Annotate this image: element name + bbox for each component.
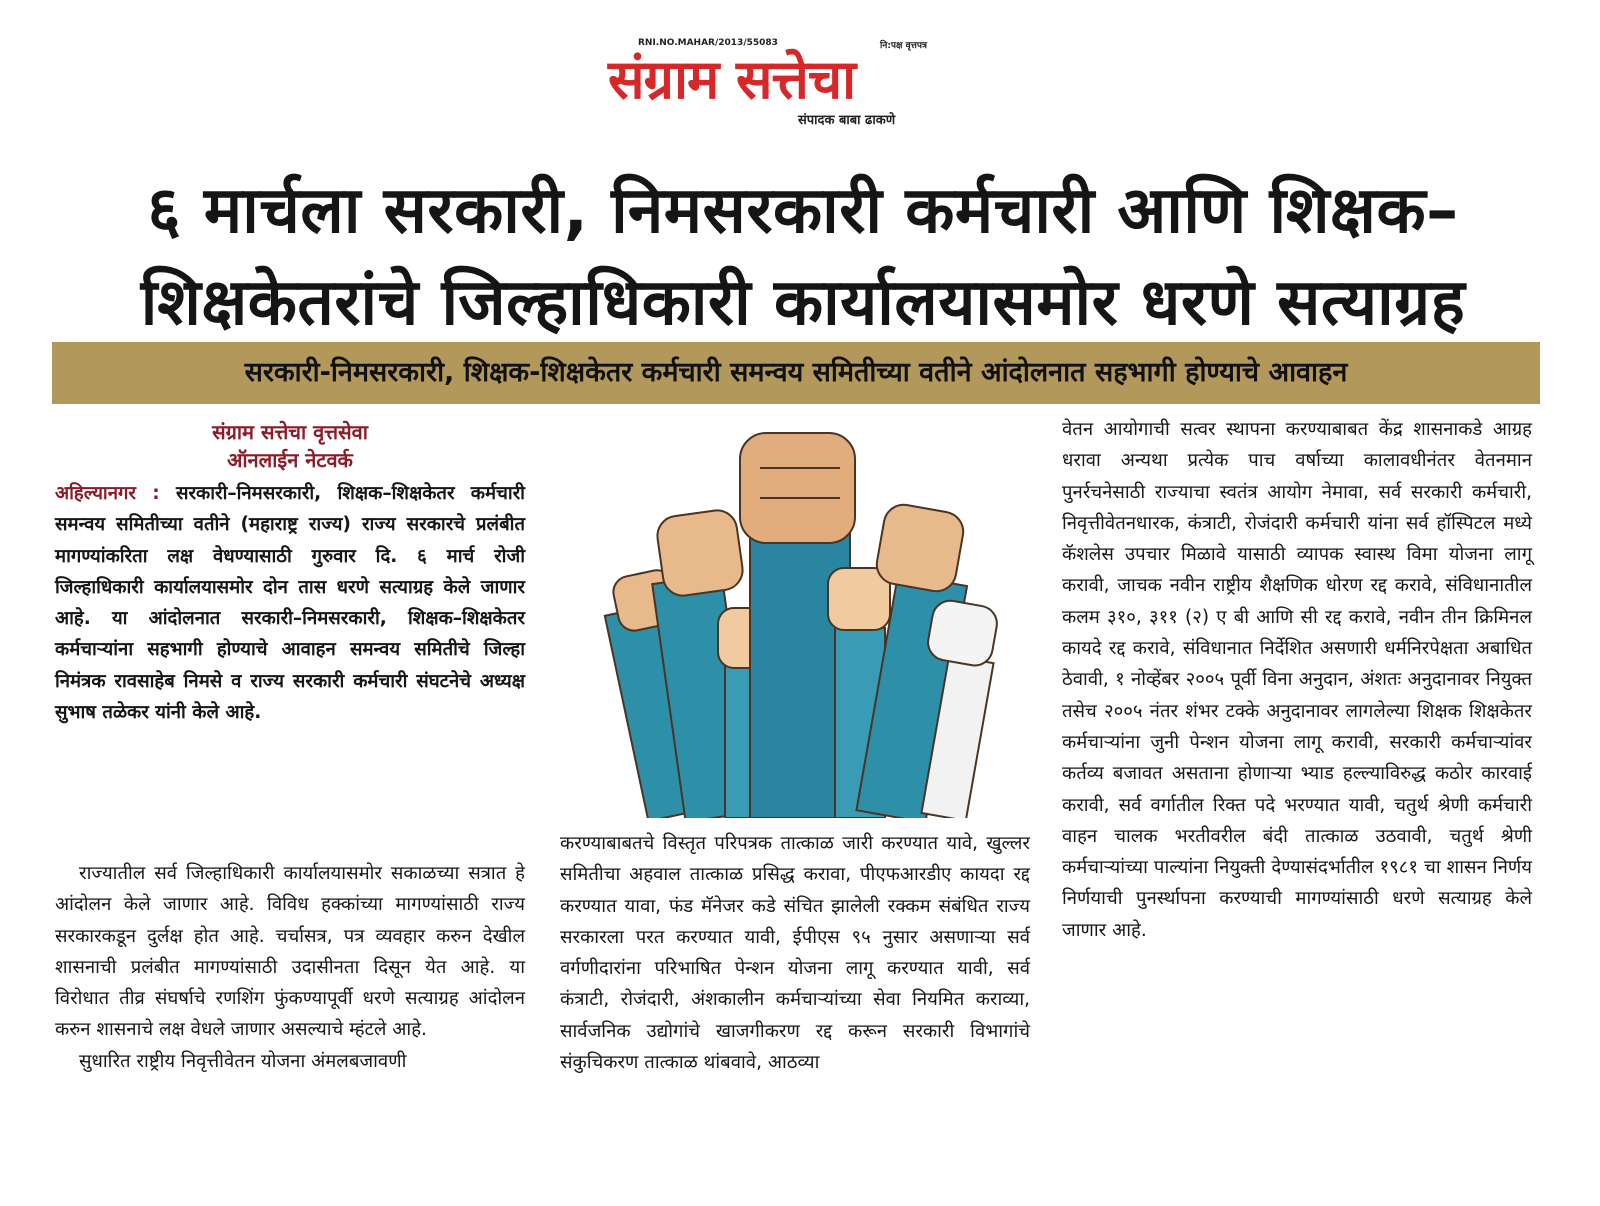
dateline: अहिल्यानगर : xyxy=(55,483,160,504)
paragraph-3: सुधारित राष्ट्रीय निवृत्तीवेतन योजना अंमलबजावणी xyxy=(79,1050,407,1072)
subheadline-band xyxy=(52,342,1540,404)
article-lead xyxy=(55,478,525,728)
article-column-1 xyxy=(55,858,525,1077)
subheadline: सरकारी-निमसरकारी, शिक्षक-शिक्षकेतर कर्मचारी समन्वय समितीच्या वतीने आंदोलनात सहभागी होण्याचे आवाहन xyxy=(244,357,1348,388)
byline-network: ऑनलाईन नेटवर्क xyxy=(227,448,353,472)
raised-fists-illustration xyxy=(600,408,1020,818)
paragraph-2: राज्यातील सर्व जिल्हाधिकारी कार्यालयासमोर सकाळच्या सत्रात हे आंदोलन केले जाणार आहे. विविध हक्कांच्या मागण्यांसाठी राज्य सरकारकडून दुर्लक्ष होत आहे. चर्चासत्र, पत्र व्यवहार करुन देखील शासनाची प्रलंबीत मागण्यांसाठी उदासीनता दिसून येत आहे. या विरोधात तीव्र संघर्षाचे रणशिंग फुंकण्यापूर्वी धरणे सत्याग्रह आंदोलन करुन शासनाचे लक्ष वेधले जाणार असल्याचे म्हंटले आहे. xyxy=(55,863,525,1041)
lead-text: सरकारी–निमसरकारी, शिक्षक–शिक्षकेतर कर्मचारी समन्वय समितीच्या वतीने (महाराष्ट्र राज्य) राज्य सरकारचे प्रलंबीत मागण्यांकरिता लक्ष वेधण्यासाठी गुरुवार दि. ६ मार्च रोजी जिल्हाधिकारी कार्यालयासमोर दोन तास धरणे सत्याग्रह केले जाणार आहे. या आंदोलनात सरकारी–निमसरकारी, शिक्षक–शिक्षकेतर कर्मचाऱ्यांना सहभागी होण्याचे आवाहन समन्वय समितीचे जिल्हा निमंत्रक रावसाहेब निमसे व राज्य सरकारी कर्मचारी संघटनेचे अध्यक्ष सुभाष तळेकर यांनी केले आहे. xyxy=(55,483,525,724)
byline xyxy=(55,418,525,474)
article-column-3: वेतन आयोगाची सत्वर स्थापना करण्याबाबत केंद्र शासनाकडे आग्रह धरावा अन्यथा प्रत्येक पाच वर्षाच्या कालावधीनंतर वेतनमान पुनर्रचनेसाठी राज्याचा स्वतंत्र आयोग नेमावा, सर्व सरकारी कर्मचारी, निवृत्तीवेतनधारक, कंत्राटी, रोजंदारी कर्मचारी यांना सर्व हॉस्पिटल मध्ये कॅशलेस उपचार मिळावे यासाठी व्यापक स्वास्थ विमा योजना लागू करावी, जाचक नवीन राष्ट्रीय शैक्षणिक धोरण रद्द करावे, संविधानातील कलम ३१०, ३११ (२) ए बी आणि सी रद्द करावे, नवीन तीन क्रिमिनल कायदे रद्द करावे, संविधानात निर्देशित असणारी धर्मनिरपेक्षता अबाधित ठेवावी, १ नोव्हेंबर २००५ पूर्वी विना अनुदान, अंशतः अनुदानावर नियुक्त तसेच २००५ नंतर शंभर टक्के अनुदानावर लागलेल्या शिक्षक शिक्षकेतर कर्मचाऱ्यांना जुनी पेन्शन योजना लागू करावी, सरकारी कर्मचाऱ्यांवर कर्तव्य बजावत असताना होणाऱ्या भ्याड हल्ल्याविरुद्ध कठोर कारवाई करावी, सर्व वर्गातील रिक्त पदे भरण्यात यावी, चतुर्थ श्रेणी कर्मचारी वाहन चालक भरतीवरील बंदी तात्काळ उठवावी, चतुर्थ श्रेणी कर्मचाऱ्यांच्या पाल्यांना नियुक्ती देण्यासंदर्भातील १९८१ चा शासन निर्णय निर्णयाची पुनर्स्थापना करण्याची मागण्यांसाठी धरणे सत्याग्रह केले जाणार आहे. xyxy=(1062,419,1532,941)
newspaper-logo: संग्राम सत्तेचा xyxy=(608,48,856,111)
registration-number: RNI.NO.MAHAR/2013/55083 xyxy=(638,38,778,48)
masthead xyxy=(560,18,960,128)
headline-line-2: शिक्षकेतरांचे जिल्हाधिकारी कार्यालयासमोर धरणे सत्याग्रह xyxy=(140,266,1466,340)
headline-line-1: ६ मार्चला सरकारी, निमसरकारी कर्मचारी आणि शिक्षक– xyxy=(147,174,1459,248)
periodicity-label: नि:पक्ष वृत्तपत्र xyxy=(880,41,927,51)
byline-agency: संग्राम सत्तेचा वृत्तसेवा xyxy=(212,420,368,444)
editor-credit: संपादक बाबा ढाकणे xyxy=(798,113,896,128)
headline xyxy=(48,165,1558,349)
article-column-2: करण्याबाबतचे विस्तृत परिपत्रक तात्काळ जारी करण्यात यावे, खुल्लर समितीचा अहवाल तात्काळ प्रसिद्ध करावा, पीएफआरडीए कायदा रद्द करण्यात यावा, फंड मॅनेजर कडे संचित झालेली रक्कम संबंधित राज्य सरकारला परत करण्यात यावी, ईपीएस ९५ नुसार असणाऱ्या सर्व वर्गणीदारांना परिभाषित पेन्शन योजना लागू करण्यात यावी, सर्व कंत्राटी, रोजंदारी, अंशकालीन कर्मचाऱ्यांच्या सेवा नियमित कराव्या, सार्वजनिक उद्योगांचे खाजगीकरण रद्द करून सरकारी विभागांचे संकुचिकरण तात्काळ थांबवावे, आठव्या xyxy=(560,833,1030,1074)
